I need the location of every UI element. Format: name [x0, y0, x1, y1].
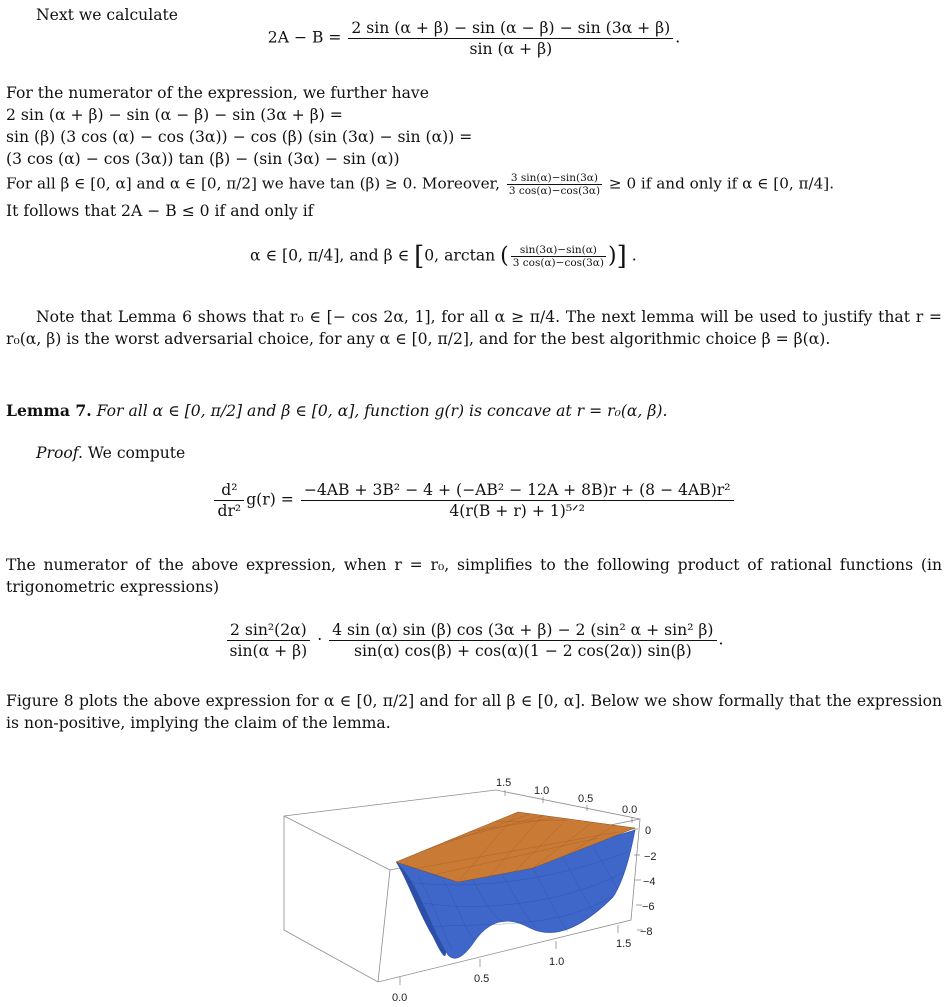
para-intro: Next we calculate [36, 6, 178, 24]
eq4-period: . [718, 630, 724, 649]
eq3-lhs-num: d² [214, 480, 244, 501]
eq3-denominator: 4(r(B + r) + 1)⁵ᐟ² [449, 502, 585, 520]
eq1-lhs: 2A − B = [267, 28, 342, 47]
eq3-numerator: −4AB + 3B² − 4 + (−AB² − 12A + 8B)r + (8 − 4AB)r² [301, 480, 734, 501]
lemma-statement: For all α ∈ [0, π/2] and β ∈ [0, α], function g(r) is concave at r = r₀(α, β). [96, 402, 668, 420]
eq2-right-paren: ) [608, 243, 617, 269]
eq2-frac-num: sin(3α)−sin(α) [511, 244, 606, 257]
top-tick-0.0: 0.0 [622, 804, 638, 816]
bottom-tick-0.0: 0.0 [392, 992, 408, 1004]
eq3-lhs-den: dr² [217, 502, 242, 520]
para3-frac-den: 3 cos(α)−cos(3α) [508, 185, 601, 197]
eq1-fraction [348, 18, 673, 59]
para-numerator-simplifies: The numerator of the above expression, when r = r₀, simplifies to the following product of rational functions (in trigonometric expressions) [6, 556, 942, 596]
equation-product [6, 620, 942, 661]
bottom-tick-1.0: 1.0 [549, 956, 565, 968]
eq2-period: . [631, 246, 637, 265]
bottom-tick-1.5: 1.5 [616, 938, 632, 950]
z-tick-minus4: −4 [643, 876, 656, 888]
eq2-left-bracket: [ [414, 241, 425, 272]
lemma-7 [6, 400, 667, 422]
para-figure8: Figure 8 plots the above expression for α ∈ [0, π/2] and for all β ∈ [0, α]. Below we show formally that the expression is non-positive, implying the claim of the lemma. [6, 692, 942, 732]
top-tick-0.5: 0.5 [578, 793, 594, 805]
eq2-right-bracket: ] [616, 241, 627, 272]
equation-conditions [250, 241, 637, 272]
eq4-f2-num: 4 sin (α) sin (β) cos (3α + β) − 2 (sin² α + sin² β) [329, 620, 716, 641]
eq4-factor1 [227, 620, 311, 661]
eq3-derivative-op [214, 480, 244, 521]
eq2-lhs: α ∈ [0, π/4], and β ∈ [250, 246, 410, 265]
equation-2a-minus-b [6, 18, 942, 59]
proof-start [36, 442, 185, 464]
eq4-f2-den: sin(α) cos(β) + cos(α)(1 − 2 cos(2α)) sin(β) [354, 642, 692, 660]
eq2-fraction [511, 244, 606, 269]
eq4-dot: · [317, 630, 323, 649]
z-tick-minus6: −6 [642, 901, 655, 913]
para-numerator: For the numerator of the expression, we further have [6, 84, 429, 102]
figure-8-surface-plot [268, 772, 668, 1004]
para3-a: For all β ∈ [0, α] and α ∈ [0, π/2] we have tan (β) ≥ 0. Moreover, [6, 174, 500, 193]
eq3-fraction [301, 480, 734, 521]
eq1-denominator: sin (α + β) [469, 40, 553, 58]
lemma-label: Lemma 7. [6, 401, 92, 420]
para3-frac-num: 3 sin(α)−sin(3α) [507, 172, 602, 185]
top-tick-1.5: 1.5 [496, 777, 512, 789]
derivation-line-3: (3 cos (α) − cos (3α)) tan (β) − (sin (3α) − sin (α)) [6, 150, 400, 168]
proof-text: We compute [87, 444, 186, 462]
eq1-numerator: 2 sin (α + β) − sin (α − β) − sin (3α + β) [348, 18, 673, 39]
eq2-left-paren: ( [500, 243, 509, 269]
para3-b: ≥ 0 if and only if α ∈ [0, π/4]. [608, 174, 835, 193]
para-moreover [6, 172, 834, 197]
para3-fraction [507, 172, 602, 197]
derivation-line-1: 2 sin (α + β) − sin (α − β) − sin (3α + β) = [6, 106, 343, 124]
equation-second-derivative [6, 480, 942, 521]
bottom-tick-0.5: 0.5 [474, 973, 490, 985]
para-follows: It follows that 2A − B ≤ 0 if and only if [6, 202, 314, 220]
eq1-period: . [675, 28, 681, 47]
eq3-function: g(r) = [246, 490, 294, 509]
derivation-line-2: sin (β) (3 cos (α) − cos (3α)) − cos (β) (sin (3α) − sin (α)) = [6, 128, 473, 146]
z-tick-minus8: −8 [640, 926, 653, 938]
z-tick-0: 0 [645, 825, 652, 837]
eq4-f1-den: sin(α + β) [229, 642, 308, 660]
z-tick-minus2: −2 [644, 851, 657, 863]
proof-label: Proof. [36, 444, 83, 462]
eq2-inner: 0, arctan [424, 246, 496, 265]
top-tick-1.0: 1.0 [534, 785, 550, 797]
eq2-frac-den: 3 cos(α)−cos(3α) [512, 257, 604, 269]
eq4-f1-num: 2 sin²(2α) [227, 620, 311, 641]
para-lemma6-note: Note that Lemma 6 shows that r₀ ∈ [− cos 2α, 1], for all α ≥ π/4. The next lemma will be used to justify that r = r₀(α, β) is the worst adversarial choice, for any α ∈ [0, π/2], and for the best algorithmic choice β = β(α). [6, 308, 942, 348]
eq4-factor2 [329, 620, 716, 661]
